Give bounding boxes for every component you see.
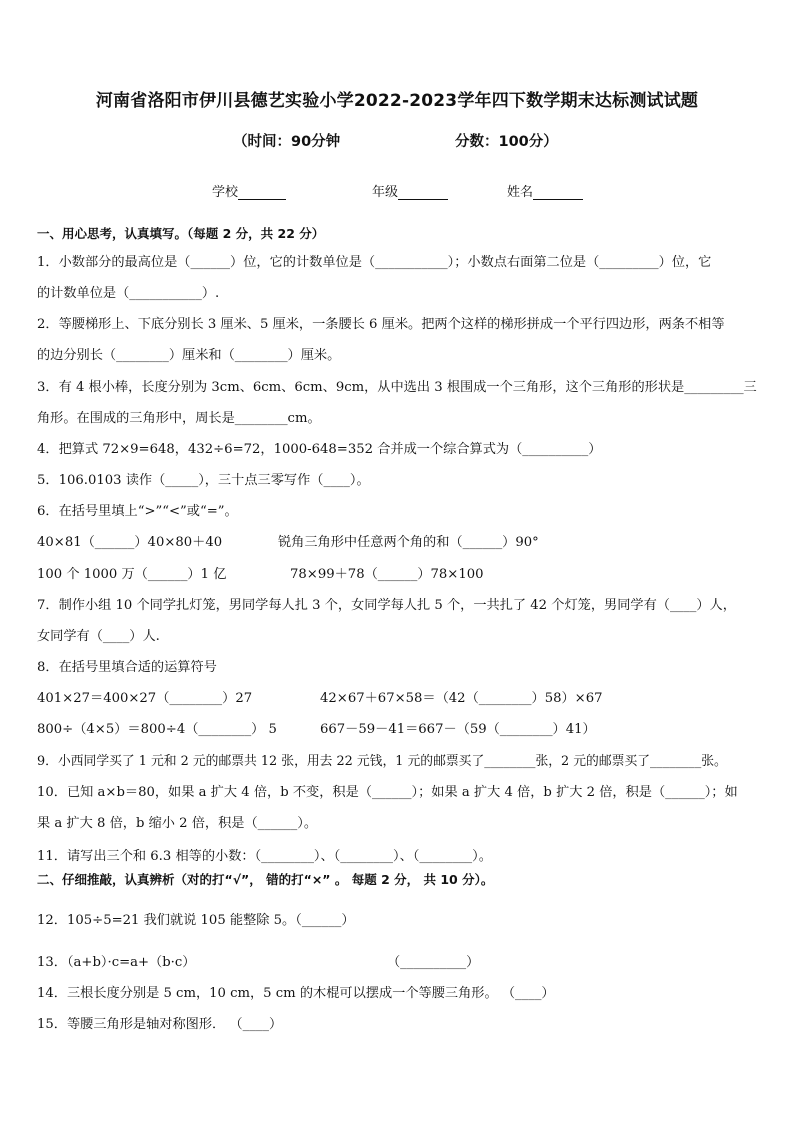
question-14[interactable]: 14．三根长度分别是 5 cm，10 cm，5 cm 的木棍可以摆成一个等腰三角形。 （____） [37, 986, 555, 1001]
school-blank[interactable] [238, 186, 286, 200]
question-8: 8．在括号里填合适的运算符号 [37, 660, 217, 675]
question-3-line2[interactable]: 角形。在围成的三角形中，周长是________cm。 [37, 411, 321, 426]
school-field[interactable] [212, 181, 286, 200]
question-8-item-c[interactable]: 800÷（4×5）＝800÷4（________） 5 [37, 722, 277, 737]
school-label: 学校 [212, 185, 239, 200]
page-title: 河南省洛阳市伊川县德艺实验小学2022-2023学年四下数学期末达标测试试题 [95, 91, 699, 111]
grade-blank[interactable] [398, 186, 448, 200]
question-9[interactable]: 9．小西同学买了 1 元和 2 元的邮票共 12 张，用去 22 元钱，1 元的邮票买了________张，2 元的邮票买了________张。 [37, 754, 727, 769]
question-3-line1[interactable]: 3．有 4 根小棒，长度分别为 3cm、6cm、6cm、9cm，从中选出 3 根围成一个三角形，这个三角形的形状是_________三 [37, 380, 757, 395]
question-13-answer-blank[interactable]: （__________） [387, 955, 480, 970]
question-12[interactable]: 12．105÷5=21 我们就说 105 能整除 5。（______） [37, 913, 355, 928]
question-8-item-d[interactable]: 667－59－41＝667－（59（________）41） [320, 722, 596, 737]
question-7-line1[interactable]: 7．制作小组 10 个同学扎灯笼，男同学每人扎 3 个，女同学每人扎 5 个，一共扎了 42 个灯笼，男同学有（____）人， [37, 598, 736, 613]
question-1-line2[interactable]: 的计数单位是（___________）. [37, 286, 220, 301]
question-10-line2[interactable]: 果 a 扩大 8 倍，b 缩小 2 倍，积是（______）。 [37, 816, 318, 831]
time-label: （时间：90分钟 [233, 134, 341, 150]
section1-title: 一、用心思考，认真填写。（每题 2 分，共 22 分） [37, 226, 325, 241]
question-2-line1[interactable]: 2．等腰梯形上、下底分别长 3 厘米、5 厘米，一条腰长 6 厘米。把两个这样的梯形拼成一个平行四边形，两条不相等 [37, 317, 725, 332]
question-8-item-b[interactable]: 42×67＋67×58＝（42（________）58）×67 [320, 691, 603, 706]
name-blank[interactable] [533, 186, 583, 200]
question-11[interactable]: 11．请写出三个和 6.3 相等的小数：（________）、（________）、（________）。 [37, 849, 492, 864]
question-10-line1[interactable]: 10．已知 a×b＝80，如果 a 扩大 4 倍，b 不变，积是（______）；如果 a 扩大 4 倍，b 扩大 2 倍，积是（______）；如 [37, 785, 738, 800]
question-8-item-a[interactable]: 401×27＝400×27（________）27 [37, 691, 253, 706]
question-4[interactable]: 4．把算式 72×9=648，432÷6=72，1000-648=352 合并成一个综合算式为（__________） [37, 442, 602, 457]
question-13: 13．（a+b）·c=a+（b·c） [37, 955, 196, 970]
question-5[interactable]: 5．106.0103 读作（_____），三十点三零写作（____）。 [37, 473, 370, 488]
grade-label: 年级 [372, 185, 399, 200]
question-6-item-d[interactable]: 78×99＋78（______）78×100 [290, 567, 484, 582]
question-6: 6．在括号里填上“>”“<”或“=”。 [37, 504, 238, 519]
question-7-line2[interactable]: 女同学有（____）人. [37, 629, 160, 644]
question-6-item-c[interactable]: 100 个 1000 万（______）1 亿 [37, 567, 227, 582]
question-1-line1[interactable]: 1．小数部分的最高位是（______）位，它的计数单位是（___________）；小数点右面第二位是（_________）位，它 [37, 255, 712, 270]
question-6-item-a[interactable]: 40×81（______）40×80＋40 [37, 535, 223, 550]
grade-field[interactable] [372, 181, 448, 200]
section2-title: 二、仔细推敲，认真辨析（对的打“√”， 错的打“×” 。 每题 2 分， 共 10 分）。 [37, 872, 494, 887]
question-2-line2[interactable]: 的边分别长（________）厘米和（________）厘米。 [37, 348, 341, 363]
name-field[interactable] [507, 181, 583, 200]
name-label: 姓名 [507, 185, 534, 200]
score-label: 分数：100分） [455, 134, 558, 150]
question-6-item-b[interactable]: 锐角三角形中任意两个角的和（______）90° [278, 535, 539, 550]
question-15[interactable]: 15．等腰三角形是轴对称图形． （____） [37, 1017, 283, 1032]
